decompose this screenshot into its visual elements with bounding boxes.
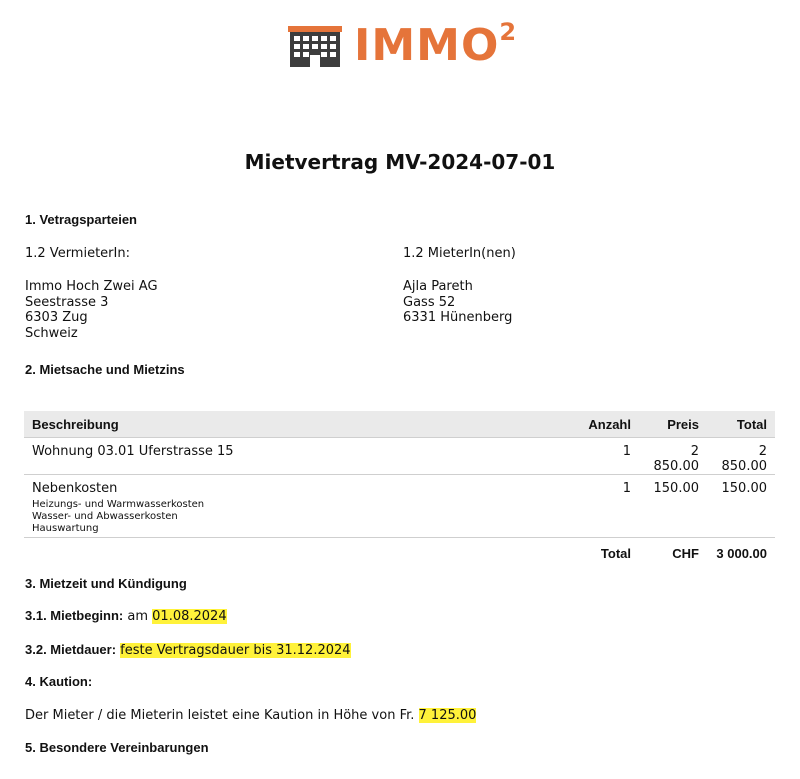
section-heading-rent: 2. Mietsache und Mietzins	[25, 362, 185, 377]
address-line: Immo Hoch Zwei AG	[25, 279, 158, 294]
tenant-label: 1.2 MieterIn(nen)	[403, 246, 516, 261]
landlord-address	[25, 279, 158, 341]
section-heading-term: 3. Mietzeit und Kündigung	[25, 576, 187, 591]
table-row	[24, 475, 775, 538]
duration-line	[25, 642, 351, 659]
landlord-label: 1.2 VermieterIn:	[25, 246, 130, 261]
item-quantity: 1	[563, 438, 639, 475]
deposit-amount: 7 125.00	[418, 708, 477, 723]
item-detail: Wasser- und Abwasserkosten	[32, 511, 178, 522]
address-line: 6331 Hünenberg	[403, 310, 513, 325]
item-detail: Heizungs- und Warmwasserkosten	[32, 499, 205, 510]
item-total: 2 850.00	[707, 438, 775, 475]
item-price: 2 850.00	[639, 438, 707, 475]
start-line	[25, 608, 227, 625]
table-row	[24, 438, 775, 475]
total-label: Total	[600, 546, 631, 561]
total-value: 3 000.00	[716, 546, 767, 561]
item-quantity: 1	[563, 475, 639, 538]
address-line: Schweiz	[25, 325, 78, 341]
start-label: 3.1. Mietbeginn:	[25, 608, 124, 623]
duration-label: 3.2. Mietdauer:	[25, 642, 117, 657]
section-heading-deposit: 4. Kaution:	[25, 674, 93, 689]
section-heading-parties: 1. Vetragsparteien	[25, 212, 137, 227]
company-logo	[286, 20, 517, 72]
address-line: Ajla Pareth	[403, 279, 473, 294]
item-detail: Hauswartung	[32, 523, 99, 534]
address-line: Gass 52	[403, 294, 456, 310]
deposit-text: Der Mieter / die Mieterin leistet eine Kaution in Höhe von Fr.	[25, 708, 415, 723]
total-currency: CHF	[672, 546, 699, 561]
logo-wordmark: IMMO$^2$	[354, 18, 518, 71]
col-header-total: Total	[707, 411, 775, 438]
item-description-cell	[24, 475, 563, 538]
duration-value: feste Vertragsdauer bis 31.12.2024	[120, 643, 351, 658]
rent-items-table	[24, 411, 775, 574]
document-title: Mietvertrag MV-2024-07-01	[244, 150, 556, 174]
item-description: Wohnung 03.01 Uferstrasse 15	[24, 438, 563, 475]
col-header-price: Preis	[639, 411, 707, 438]
col-header-description: Beschreibung	[24, 411, 563, 438]
item-price: 150.00	[639, 475, 707, 538]
col-header-quantity: Anzahl	[563, 411, 639, 438]
table-header-row	[24, 411, 775, 438]
address-line: 6303 Zug	[25, 310, 88, 325]
building-icon	[286, 23, 344, 69]
address-line: Seestrasse 3	[25, 294, 109, 310]
table-total-row	[24, 538, 775, 575]
start-prefix: am	[127, 609, 149, 624]
section-heading-agreements: 5. Besondere Vereinbarungen	[25, 740, 209, 755]
item-description: Nebenkosten	[32, 481, 118, 496]
tenant-address	[403, 279, 512, 326]
deposit-line	[25, 708, 476, 724]
start-date: 01.08.2024	[152, 609, 227, 624]
item-total: 150.00	[707, 475, 775, 538]
